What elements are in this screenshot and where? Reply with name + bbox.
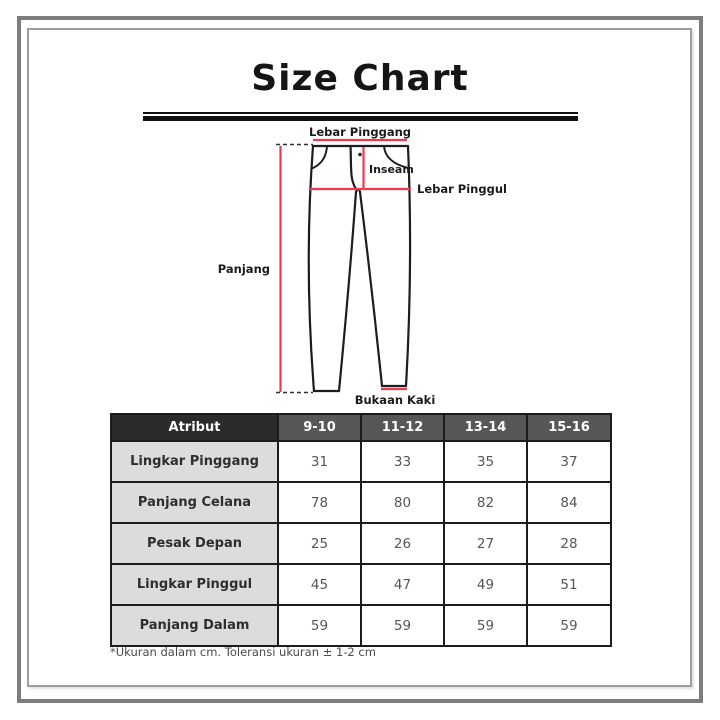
value-cell: 84 (527, 482, 611, 523)
attribute-cell: Lingkar Pinggang (111, 441, 278, 482)
hip-label: Lebar Pinggul (417, 182, 507, 196)
value-cell: 33 (361, 441, 444, 482)
size-table-header (111, 414, 611, 441)
attribute-cell: Lingkar Pinggul (111, 564, 278, 605)
value-cell: 78 (278, 482, 361, 523)
waist-button-dot (358, 153, 362, 157)
attribute-cell: Panjang Dalam (111, 605, 278, 646)
value-cell: 59 (361, 605, 444, 646)
table-row (111, 564, 611, 605)
size-table (110, 413, 612, 647)
table-row (111, 482, 611, 523)
table-row (111, 605, 611, 646)
value-cell: 59 (278, 605, 361, 646)
header-cell-size: 13-14 (444, 414, 527, 441)
value-cell: 25 (278, 523, 361, 564)
attribute-cell: Panjang Celana (111, 482, 278, 523)
length-label: Panjang (217, 262, 270, 276)
value-cell: 28 (527, 523, 611, 564)
value-cell: 45 (278, 564, 361, 605)
measurement-lines (281, 140, 412, 392)
value-cell: 51 (527, 564, 611, 605)
attribute-cell: Pesak Depan (111, 523, 278, 564)
value-cell: 80 (361, 482, 444, 523)
value-cell: 59 (527, 605, 611, 646)
value-cell: 35 (444, 441, 527, 482)
table-row (111, 441, 611, 482)
value-cell: 59 (444, 605, 527, 646)
value-cell: 82 (444, 482, 527, 523)
table-row (111, 523, 611, 564)
header-cell-size: 9-10 (278, 414, 361, 441)
value-cell: 27 (444, 523, 527, 564)
size-table-body (111, 441, 611, 646)
waist-label: Lebar Pinggang (309, 125, 411, 139)
value-cell: 47 (361, 564, 444, 605)
header-cell-attribute: Atribut (111, 414, 278, 441)
header-cell-size: 11-12 (361, 414, 444, 441)
footnote: *Ukuran dalam cm. Toleransi ukuran ± 1-2 cm (110, 645, 376, 659)
value-cell: 49 (444, 564, 527, 605)
page-title: Size Chart (251, 58, 469, 99)
header-cell-size: 15-16 (527, 414, 611, 441)
inseam-label: Inseam (369, 163, 414, 176)
left-pocket-curve (313, 146, 327, 168)
value-cell: 31 (278, 441, 361, 482)
value-cell: 26 (361, 523, 444, 564)
value-cell: 37 (527, 441, 611, 482)
pants-outline (309, 146, 410, 391)
leg-opening-label: Bukaan Kaki (354, 393, 436, 407)
